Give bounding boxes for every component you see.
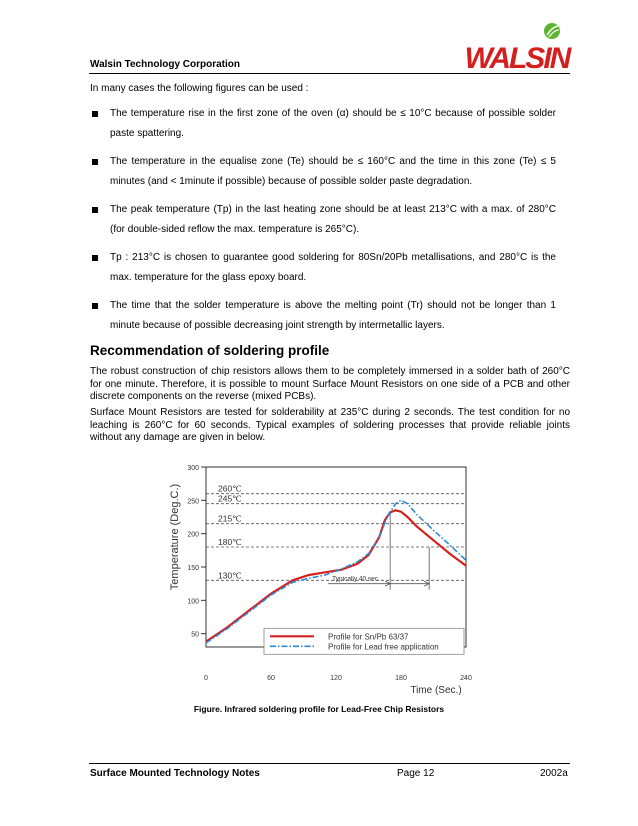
x-tick-label: 180 bbox=[395, 675, 407, 682]
header-divider bbox=[89, 73, 570, 74]
bullet-square-icon bbox=[92, 207, 98, 213]
page-number: Page 12 bbox=[397, 768, 435, 779]
y-tick-label: 200 bbox=[187, 531, 199, 539]
logo-text: WALSIN bbox=[464, 42, 570, 73]
figure-caption: Figure. Infrared soldering profile for Lead-Free Chip Resistors bbox=[193, 704, 445, 714]
reference-label: 215℃ bbox=[218, 513, 242, 524]
reference-label: 245℃ bbox=[218, 493, 242, 504]
soldering-profile-chart bbox=[160, 455, 490, 700]
section-title: Recommendation of soldering profile bbox=[90, 343, 330, 358]
bullet-square-icon bbox=[92, 159, 98, 165]
y-tick-label: 300 bbox=[187, 465, 199, 472]
bullet-square-icon bbox=[92, 303, 98, 309]
x-axis-title: Time (Sec.) bbox=[410, 685, 462, 696]
x-tick-label: 0 bbox=[204, 675, 208, 682]
list-item: The time that the solder temperature is above the melting point (Tr) should not be longer than 1 minute because of possible decreasing joint strength by intermetallic layers. bbox=[90, 296, 556, 336]
y-tick-label: 100 bbox=[187, 598, 199, 606]
company-name: Walsin Technology Corporation bbox=[90, 59, 240, 70]
footer-divider bbox=[89, 763, 570, 764]
bullet-square-icon bbox=[92, 255, 98, 261]
footer-title: Surface Mounted Technology Notes bbox=[90, 768, 260, 779]
y-tick-label: 50 bbox=[191, 631, 199, 639]
walsin-logo bbox=[462, 18, 572, 73]
footer-version: 2002a bbox=[540, 768, 568, 779]
intro-text: In many cases the following figures can be used : bbox=[90, 83, 309, 94]
y-tick-label: 150 bbox=[187, 565, 199, 572]
reference-label: 180℃ bbox=[218, 537, 242, 547]
legend-label: Profile for Sn/Pb 63/37 bbox=[328, 632, 409, 642]
x-tick-label: 240 bbox=[460, 675, 472, 682]
reference-label: 260℃ bbox=[218, 483, 242, 494]
list-item: The temperature in the equalise zone (Te) should be ≤ 160°C and the time in this zone (Te) ≤ 5 minutes (and < 1minute if possible) because of possible solder paste degradation. bbox=[90, 152, 556, 192]
y-tick-label: 250 bbox=[187, 498, 199, 506]
reference-label: 130℃ bbox=[218, 570, 242, 581]
list-item: The temperature rise in the first zone of the oven (α) should be ≤ 10°C because of possible solder paste spattering. bbox=[90, 104, 556, 144]
series-leadfree-line bbox=[206, 500, 466, 643]
paragraph: Surface Mount Resistors are tested for solderability at 235°C during 2 seconds. The test condition for no leaching is 260°C for 60 seconds. Typical examples of soldering processes that provide reliable joints without any damage are given in below. bbox=[90, 407, 570, 444]
annotation-label: Typically 40 sec bbox=[332, 575, 379, 583]
y-axis-title: Temperature (Deg.C.) bbox=[169, 483, 181, 591]
bullet-square-icon bbox=[92, 111, 98, 117]
paragraph: The robust construction of chip resistors allows them to be completely immersed in a solder bath of 260°C for one minute. Therefore, it is possible to mount Surface Mount Resistors on one side of a PCB and other discrete components on the reverse (mixed PCBs). bbox=[90, 366, 570, 403]
x-tick-label: 60 bbox=[267, 675, 275, 682]
x-tick-label: 120 bbox=[330, 675, 342, 682]
legend-label: Profile for Lead free application bbox=[328, 642, 439, 652]
list-item: Tp : 213°C is chosen to guarantee good soldering for 80Sn/20Pb metallisations, and 280°C is the max. temperature for the glass epoxy board. bbox=[90, 248, 556, 288]
list-item: The peak temperature (Tp) in the last heating zone should be at least 213°C with a max. of 280°C (for double-sided reflow the max. temperature is 265°C). bbox=[90, 200, 556, 240]
